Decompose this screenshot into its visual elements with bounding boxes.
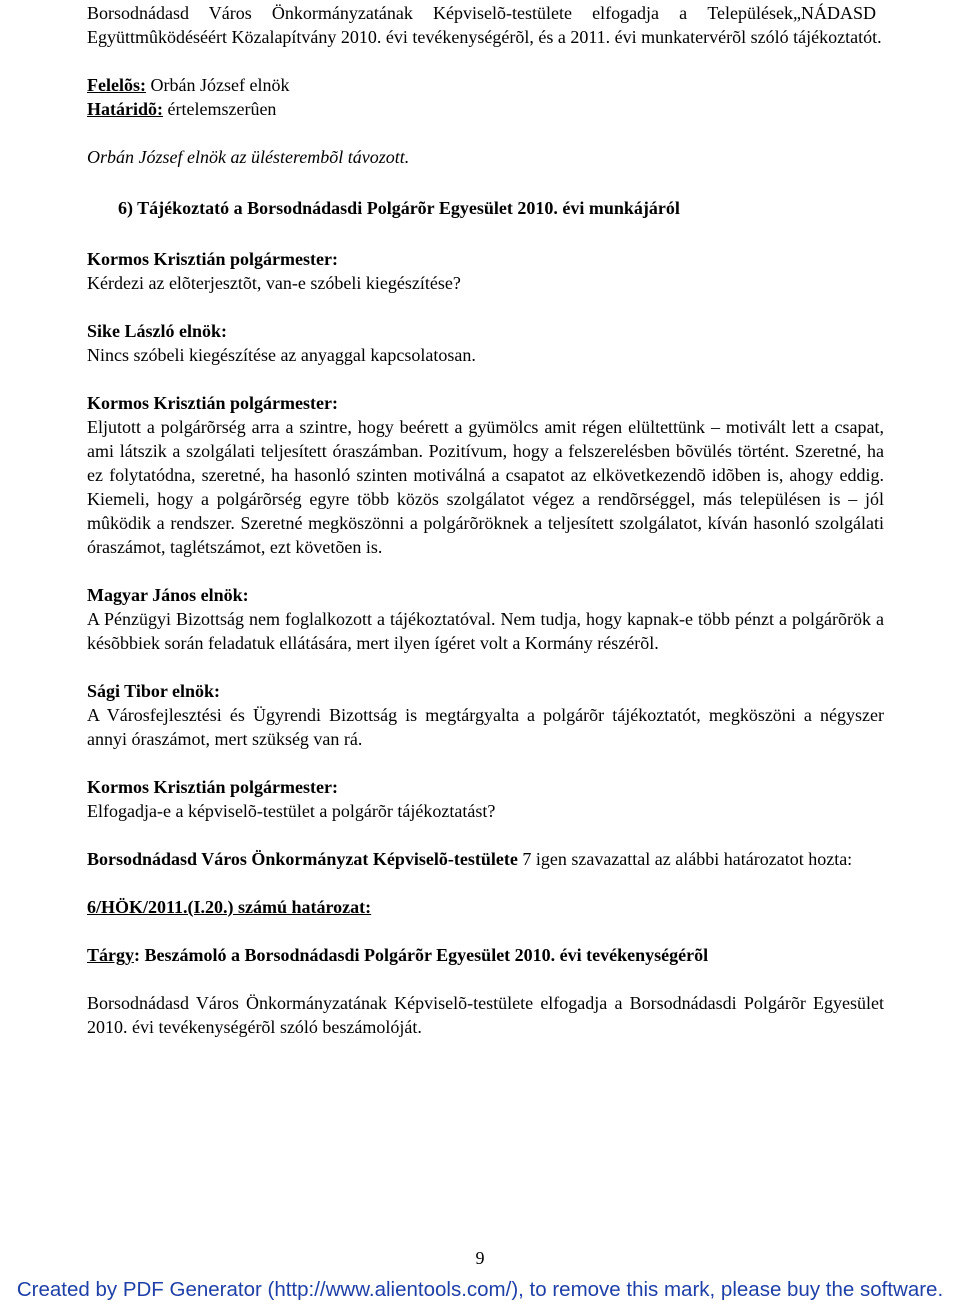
resolution-subject <box>87 943 884 967</box>
question-accept: Elfogadja-e a képviselõ-testület a polgárõr tájékoztatást? <box>87 801 496 821</box>
question-supplement: Kérdezi az elõterjesztõt, van-e szóbeli kiegészítése? <box>87 273 461 293</box>
agenda-item-6: 6) Tájékoztató a Borsodnádasdi Polgárõr Egyesület 2010. évi munkájáról <box>118 198 680 218</box>
p1-quote: „NÁDASD <box>793 3 876 23</box>
answer-supplement: Nincs szóbeli kiegészítése az anyaggal kapcsolatosan. <box>87 345 476 365</box>
deadline-value: értelemszerûen <box>163 99 277 119</box>
speaker-sike: Sike László elnök: <box>87 321 228 341</box>
subject-label: Tárgy <box>87 945 134 965</box>
responsible-value: Orbán József elnök <box>145 75 290 95</box>
vote-rest: 7 igen szavazattal az alábbi határozatot hozta: <box>517 849 853 869</box>
page-number: 9 <box>475 1248 485 1268</box>
vote-body: Borsodnádasd Város Önkormányzat Képviselõ-testülete <box>87 849 518 869</box>
p1-prefix: Borsodnádasd Város Önkormányzatának Képviselõ-testülete elfogadja a <box>87 3 688 23</box>
speaker-magyar: Magyar János elnök: <box>87 585 249 605</box>
speaker-kormos-2: Kormos Krisztián polgármester: <box>87 393 338 413</box>
resolution-number: 6/HÖK/2011.(I.20.) számú határozat: <box>87 897 372 917</box>
departure-note: Orbán József elnök az ülésterembõl távozott. <box>87 147 410 167</box>
document-body <box>87 1 884 1039</box>
speaker-sagi: Sági Tibor elnök: <box>87 681 221 701</box>
deadline-label: Határidõ: <box>87 99 163 119</box>
pdf-generator-watermark: Created by PDF Generator (http://www.alientools.com/), to remove this mark, please buy the software. <box>16 1278 944 1301</box>
speech-magyar: A Pénzügyi Bizottság nem foglalkozott a tájékoztatóval. Nem tudja, hogy kapnak-e több pénzt a polgárõrök a késõbbiek során feladatuk ellátására, mert ilyen ígéret volt a Kormány részérõl. <box>87 609 884 653</box>
vote-result <box>87 847 884 871</box>
responsible-line <box>87 73 884 97</box>
paragraph-nadasd-resolution <box>87 1 884 49</box>
resolution-decision: Borsodnádasd Város Önkormányzatának Képviselõ-testülete elfogadja a Borsodnádasdi Polgárõr Egyesület 2010. évi tevékenységérõl szóló beszámolóját. <box>87 993 884 1037</box>
subject-text: : Beszámoló a Borsodnádasdi Polgárõr Egyesület 2010. évi tevékenységérõl <box>134 945 709 965</box>
speaker-kormos-3: Kormos Krisztián polgármester: <box>87 777 338 797</box>
speaker-kormos-1: Kormos Krisztián polgármester: <box>87 249 338 269</box>
speech-kormos: Eljutott a polgárõrség arra a szintre, hogy beérett a gyümölcs amit régen elültettünk – motivált lett a csapat, ami látszik a szolgálati teljesített óraszámban. Pozitívum, hogy a felszerelésben bõvülés történt. Szeretné, ha ez folytatódna, szeretné, ha hasonló szinten motiválná a csapatot az elkövetkezendõ idõben is, ahogy eddig. Kiemeli, hogy a polgárõrség egyre több közös szolgálatot végez a rendõrséggel, más településen is – jól mûködik a rendszer. Szeretné megköszönni a polgárõröknek a teljesített szolgálatot, kíván hasonló szolgálati óraszámot, taglétszámot, ezt követõen is. <box>87 417 884 557</box>
speech-sagi: A Városfejlesztési és Ügyrendi Bizottság is megtárgyalta a polgárõr tájékoztatót, megköszöni a négyszer annyi óraszámot, mert szükség van rá. <box>87 705 884 749</box>
deadline-line <box>87 97 884 121</box>
p1-rest: Települések Együttmûködéséért Közalapítvány 2010. évi tevékenységérõl, és a 2011. évi munkatervérõl szóló tájékoztatót. <box>87 3 882 47</box>
responsible-label: Felelõs: <box>87 75 146 95</box>
